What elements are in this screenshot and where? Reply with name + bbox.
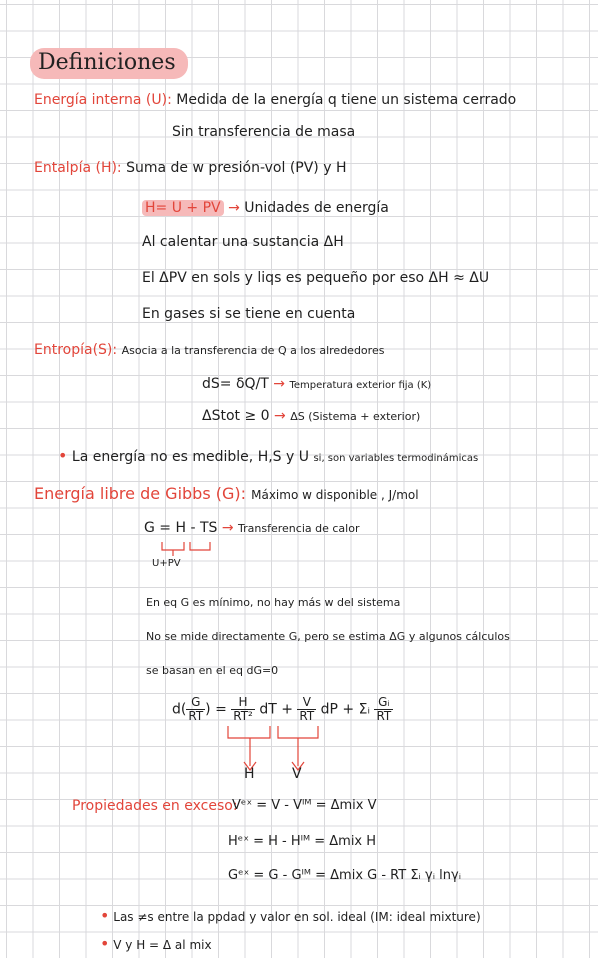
diff-label-v: V xyxy=(292,766,302,782)
gibbs-formula: G = H - TS xyxy=(144,520,218,536)
arrow-icon: → xyxy=(221,520,234,536)
gibbs-helmholtz-equation: d( $\frac{G}{RT}$ ) = $\frac{H}{\text{RT²}}$ dT + $\frac{V}{RT}$ dP + Σᵢ $\frac{\text{Gᵢ}}{RT}$ xyxy=(172,695,392,724)
bullet-end-1 xyxy=(100,906,481,925)
gibbs-def: Máximo w disponible , J/mol xyxy=(251,488,419,502)
entalpia-note-2: El ΔPV en sols y liqs es pequeño por eso ΔH ≈ ΔU xyxy=(142,270,490,286)
diff-eq: = xyxy=(215,701,227,718)
bullet-medible-suffix: si, son variables termodinámicas xyxy=(313,453,479,464)
entropia-line xyxy=(34,342,384,359)
entropia-term: Entropía(S): xyxy=(34,342,118,358)
frac-v-den: RT xyxy=(299,709,315,724)
energia-interna-def-2: Sin transferencia de masa xyxy=(172,124,356,140)
gibbs-eq-1: En eq G es mínimo, no hay más w del sistema xyxy=(146,596,401,609)
arrow-icon: → xyxy=(274,408,286,424)
entalpia-note-3: En gases si se tiene en cuenta xyxy=(142,306,356,322)
exceso-row-1: Vᵉˣ = V - Vᴵᴹ = Δmix V xyxy=(232,798,377,813)
entalpia-formula: H= U + PV xyxy=(142,200,224,216)
energia-interna-def: Medida de la energía q tiene un sistema cerrado xyxy=(176,92,517,108)
frac-g-rt xyxy=(186,696,205,723)
bullet-medible xyxy=(58,446,478,466)
frac-g-den: RT xyxy=(188,709,204,724)
entalpia-def: Suma de w presión-vol (PV) y H xyxy=(126,160,347,176)
frac-h-num: H xyxy=(231,696,255,710)
entalpia-note-1: Al calentar una sustancia ΔH xyxy=(142,234,344,250)
entropia-total-line xyxy=(202,408,420,425)
entropia-def: Asocia a la transferencia de Q a los alrededores xyxy=(121,344,385,357)
bullet-end-2 xyxy=(100,934,212,953)
gibbs-line xyxy=(34,484,419,503)
entalpia-line xyxy=(34,160,346,177)
diff-dp: dP + xyxy=(320,701,355,718)
exceso-row-2: Hᵉˣ = H - Hᴵᴹ = Δmix H xyxy=(228,834,377,849)
entalpia-term: Entalpía (H): xyxy=(34,160,122,176)
bullet-end-2-text: V y H = Δ al mix xyxy=(113,938,212,952)
bullet-dot-icon: • xyxy=(100,934,110,953)
exceso-term: Propiedades en exceso: xyxy=(72,798,238,814)
frac-h-den: RT² xyxy=(233,709,253,724)
entropia-total: ΔStot ≥ 0 xyxy=(202,408,270,424)
energia-interna-line xyxy=(34,92,516,109)
diff-dt: dT + xyxy=(259,701,293,718)
exceso-row-3: Gᵉˣ = G - Gᴵᴹ = Δmix G - RT Σᵢ γᵢ lnγᵢ xyxy=(228,868,462,883)
entropia-formula: dS= δQ/T xyxy=(202,376,269,392)
energia-interna-term: Energía interna (U): xyxy=(34,92,172,108)
diff-d: d xyxy=(172,701,181,718)
frac-h-rt2 xyxy=(231,696,255,723)
gibbs-formula-line xyxy=(144,520,359,537)
frac-v-num: V xyxy=(297,696,316,710)
frac-v-rt xyxy=(297,696,316,723)
page-title: Definiciones xyxy=(30,48,188,79)
bullet-end-1-text: Las ≠s entre la ppdad y valor en sol. ideal (IM: ideal mixture) xyxy=(113,910,481,924)
bullet-dot-icon: • xyxy=(100,906,110,925)
bullet-medible-prefix: La energía no es medible, H,S y U xyxy=(71,449,309,465)
diff-sum: Σᵢ xyxy=(358,701,370,718)
entalpia-formula-line xyxy=(142,200,389,217)
arrow-icon: → xyxy=(273,376,285,392)
frac-g-num: G xyxy=(186,696,205,710)
arrow-icon: → xyxy=(228,200,240,216)
diff-brace-arrows-icon xyxy=(222,724,342,774)
gibbs-brace-icon xyxy=(160,540,220,560)
gibbs-eq-2: No se mide directamente G, pero se estima ΔG y algunos cálculos xyxy=(146,630,510,643)
bullet-dot-icon: • xyxy=(58,446,68,465)
entropia-formula-line xyxy=(202,376,431,393)
frac-mu-num: Gᵢ xyxy=(374,696,393,710)
gibbs-sub: U+PV xyxy=(152,558,181,569)
diff-label-h: H xyxy=(244,766,255,782)
gibbs-formula-note: Transferencia de calor xyxy=(238,522,360,535)
frac-mu-den: RT xyxy=(376,709,392,724)
entropia-formula-note: Temperatura exterior fija (K) xyxy=(289,380,432,391)
gibbs-term: Energía libre de Gibbs (G): xyxy=(34,484,247,503)
entropia-total-note: ΔS (Sistema + exterior) xyxy=(290,410,421,423)
entalpia-formula-note: Unidades de energía xyxy=(244,200,389,216)
frac-mu-rt xyxy=(374,696,393,723)
gibbs-eq-3: se basan en el eq dG=0 xyxy=(146,664,279,677)
